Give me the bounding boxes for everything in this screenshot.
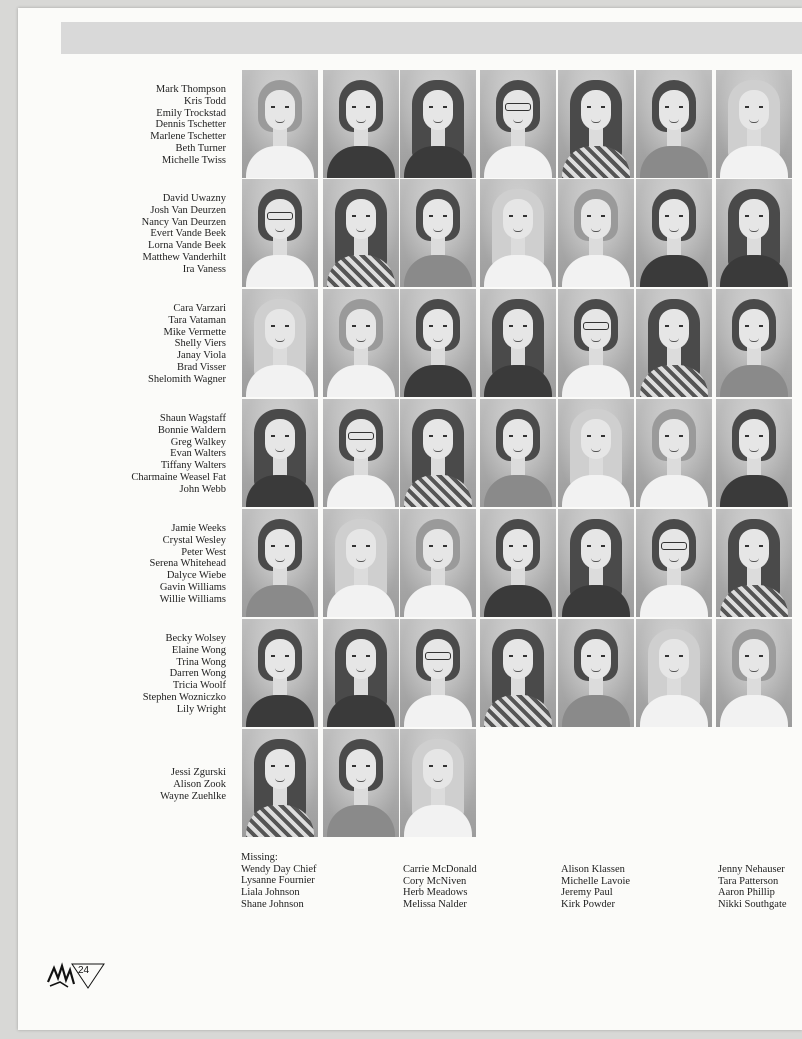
student-portrait bbox=[636, 70, 712, 178]
names-row-6 bbox=[40, 633, 226, 716]
portrait-neck bbox=[747, 457, 761, 477]
portrait-neck bbox=[667, 237, 681, 257]
missing-name: Cory McNiven bbox=[403, 875, 467, 887]
portrait-eyes bbox=[509, 655, 527, 657]
student-name: Lily Wright bbox=[176, 703, 226, 715]
portrait-neck bbox=[589, 457, 603, 477]
portrait-eyes bbox=[271, 106, 289, 108]
portrait-eyes bbox=[271, 435, 289, 437]
portrait-neck bbox=[431, 677, 445, 697]
portrait-eyes bbox=[587, 435, 605, 437]
student-portrait bbox=[242, 179, 318, 287]
portrait-neck bbox=[511, 128, 525, 148]
portrait-neck bbox=[747, 677, 761, 697]
portrait-neck bbox=[511, 347, 525, 367]
student-name: Tara Vataman bbox=[168, 314, 226, 326]
student-portrait bbox=[716, 399, 792, 507]
student-name: Elaine Wong bbox=[171, 644, 226, 656]
portrait-eyes bbox=[429, 435, 447, 437]
student-portrait bbox=[480, 509, 556, 617]
portrait-face bbox=[346, 749, 376, 789]
portrait-face bbox=[503, 199, 533, 239]
student-name: Emily Trockstad bbox=[156, 107, 226, 119]
portrait-face bbox=[581, 90, 611, 130]
portrait-face bbox=[581, 419, 611, 459]
student-name: Becky Wolsey bbox=[165, 633, 226, 644]
portrait-face bbox=[346, 90, 376, 130]
portrait-neck bbox=[667, 128, 681, 148]
portrait-eyes bbox=[509, 215, 527, 217]
portrait-neck bbox=[589, 347, 603, 367]
student-portrait bbox=[558, 399, 634, 507]
portrait-face bbox=[659, 90, 689, 130]
names-row-3 bbox=[40, 303, 226, 386]
student-portrait bbox=[636, 619, 712, 727]
portrait-neck bbox=[431, 457, 445, 477]
student-portrait bbox=[400, 399, 476, 507]
portrait-face bbox=[503, 639, 533, 679]
portrait-neck bbox=[747, 567, 761, 587]
portrait-face bbox=[659, 419, 689, 459]
portrait-eyes bbox=[352, 545, 370, 547]
missing-col-4 bbox=[718, 864, 787, 911]
student-name: Bonnie Waldern bbox=[157, 424, 226, 436]
student-portrait bbox=[400, 179, 476, 287]
portrait-neck bbox=[511, 567, 525, 587]
portrait-eyes bbox=[271, 325, 289, 327]
portrait-face bbox=[265, 309, 295, 349]
portrait-eyes bbox=[509, 325, 527, 327]
missing-name: Nikki Southgate bbox=[718, 899, 787, 911]
portrait-face bbox=[423, 749, 453, 789]
student-portrait bbox=[400, 619, 476, 727]
portrait-face bbox=[346, 309, 376, 349]
portrait-eyes bbox=[429, 325, 447, 327]
portrait-neck bbox=[431, 567, 445, 587]
portrait-face bbox=[503, 419, 533, 459]
portrait-eyes bbox=[352, 765, 370, 767]
portrait-eyes bbox=[509, 435, 527, 437]
student-name: Greg Walkey bbox=[170, 436, 226, 448]
portrait-eyes bbox=[429, 765, 447, 767]
portrait-neck bbox=[589, 677, 603, 697]
student-name: Mike Vermette bbox=[163, 326, 226, 338]
names-row-2 bbox=[40, 193, 226, 276]
student-name: Mark Thompson bbox=[155, 84, 226, 95]
student-name: Dennis Tschetter bbox=[155, 119, 226, 131]
portrait-face bbox=[739, 199, 769, 239]
student-portrait bbox=[323, 509, 399, 617]
portrait-eyes bbox=[745, 325, 763, 327]
portrait-face bbox=[265, 749, 295, 789]
names-row-7 bbox=[40, 767, 226, 802]
portrait-neck bbox=[667, 347, 681, 367]
portrait-neck bbox=[273, 128, 287, 148]
portrait-neck bbox=[747, 128, 761, 148]
student-name: Michelle Twiss bbox=[161, 154, 226, 166]
portrait-neck bbox=[354, 347, 368, 367]
portrait-face bbox=[581, 639, 611, 679]
student-name: Brad Visser bbox=[176, 361, 226, 373]
student-portrait bbox=[323, 289, 399, 397]
student-portrait bbox=[558, 509, 634, 617]
portrait-eyes bbox=[587, 106, 605, 108]
portrait-neck bbox=[511, 457, 525, 477]
student-name: Nancy Van Deurzen bbox=[141, 216, 226, 228]
student-name: Matthew Vanderhilt bbox=[142, 251, 226, 263]
student-portrait bbox=[636, 399, 712, 507]
portrait-neck bbox=[431, 128, 445, 148]
portrait-neck bbox=[354, 787, 368, 807]
portrait-neck bbox=[273, 787, 287, 807]
missing-name: Kirk Powder bbox=[561, 899, 615, 911]
student-name: Shaun Wagstaff bbox=[159, 413, 226, 424]
student-name: Jessi Zgurski bbox=[170, 767, 226, 778]
portrait-eyes bbox=[267, 212, 293, 220]
portrait-eyes bbox=[429, 215, 447, 217]
student-name: Stephen Wozniczko bbox=[142, 691, 226, 703]
missing-name: Aaron Phillip bbox=[718, 887, 775, 899]
missing-name: Wendy Day Chief bbox=[241, 863, 317, 875]
portrait-neck bbox=[589, 128, 603, 148]
student-portrait bbox=[716, 619, 792, 727]
portrait-face bbox=[423, 309, 453, 349]
student-name: Willie Williams bbox=[159, 593, 226, 605]
student-portrait bbox=[400, 289, 476, 397]
student-portrait bbox=[480, 399, 556, 507]
portrait-face bbox=[739, 90, 769, 130]
portrait-eyes bbox=[352, 655, 370, 657]
portrait-eyes bbox=[352, 325, 370, 327]
missing-name: Herb Meadows bbox=[403, 887, 468, 899]
portrait-eyes bbox=[745, 106, 763, 108]
portrait-eyes bbox=[348, 432, 374, 440]
names-row-4 bbox=[40, 413, 226, 496]
portrait-neck bbox=[747, 237, 761, 257]
student-portrait bbox=[242, 70, 318, 178]
portrait-neck bbox=[354, 237, 368, 257]
student-portrait bbox=[480, 619, 556, 727]
student-portrait bbox=[480, 179, 556, 287]
student-name: Cara Varzari bbox=[173, 303, 226, 314]
portrait-eyes bbox=[587, 215, 605, 217]
portrait-face bbox=[503, 529, 533, 569]
portrait-neck bbox=[511, 237, 525, 257]
portrait-neck bbox=[273, 677, 287, 697]
portrait-eyes bbox=[745, 655, 763, 657]
missing-name: Michelle Lavoie bbox=[561, 875, 631, 887]
portrait-face bbox=[346, 639, 376, 679]
missing-name: Jeremy Paul bbox=[561, 887, 613, 899]
portrait-eyes bbox=[745, 215, 763, 217]
portrait-eyes bbox=[745, 435, 763, 437]
missing-name: Shane Johnson bbox=[241, 898, 304, 910]
student-portrait bbox=[636, 509, 712, 617]
portrait-neck bbox=[667, 677, 681, 697]
student-name: Shelomith Wagner bbox=[148, 373, 226, 385]
portrait-face bbox=[265, 639, 295, 679]
portrait-eyes bbox=[665, 325, 683, 327]
student-portrait bbox=[400, 729, 476, 837]
portrait-eyes bbox=[271, 655, 289, 657]
portrait-eyes bbox=[505, 103, 531, 111]
student-name: Trina Wong bbox=[176, 656, 226, 668]
portrait-face bbox=[346, 529, 376, 569]
missing-label: Missing: bbox=[241, 852, 278, 863]
portrait-eyes bbox=[509, 545, 527, 547]
portrait-neck bbox=[431, 237, 445, 257]
student-portrait bbox=[716, 289, 792, 397]
portrait-face bbox=[581, 529, 611, 569]
header-band bbox=[61, 22, 802, 54]
student-name: Peter West bbox=[181, 546, 226, 558]
portrait-face bbox=[423, 199, 453, 239]
student-portrait bbox=[716, 509, 792, 617]
portrait-face bbox=[739, 419, 769, 459]
portrait-eyes bbox=[583, 322, 609, 330]
student-portrait bbox=[716, 70, 792, 178]
portrait-eyes bbox=[661, 542, 687, 550]
student-name: Shelly Viers bbox=[174, 338, 226, 350]
names-row-1 bbox=[40, 84, 226, 167]
student-portrait bbox=[242, 729, 318, 837]
missing-name: Jenny Nehauser bbox=[718, 864, 785, 875]
portrait-eyes bbox=[587, 545, 605, 547]
student-portrait bbox=[323, 619, 399, 727]
page-folio bbox=[44, 960, 106, 990]
student-portrait bbox=[480, 289, 556, 397]
portrait-eyes bbox=[352, 106, 370, 108]
portrait-face bbox=[265, 529, 295, 569]
portrait-face bbox=[423, 90, 453, 130]
missing-name: Tara Patterson bbox=[718, 875, 779, 887]
student-portrait bbox=[323, 70, 399, 178]
missing-col-2 bbox=[403, 864, 477, 911]
portrait-neck bbox=[667, 567, 681, 587]
portrait-face bbox=[739, 639, 769, 679]
names-row-5 bbox=[40, 523, 226, 606]
portrait-eyes bbox=[665, 435, 683, 437]
portrait-face bbox=[581, 199, 611, 239]
student-name: Evan Walters bbox=[170, 448, 226, 460]
student-portrait bbox=[558, 179, 634, 287]
student-name: Dalyce Wiebe bbox=[166, 570, 226, 582]
missing-col-1 bbox=[241, 852, 317, 911]
student-portrait bbox=[323, 399, 399, 507]
portrait-face bbox=[503, 309, 533, 349]
missing-name: Melissa Nalder bbox=[403, 899, 467, 911]
student-name: Crystal Wesley bbox=[162, 534, 226, 546]
portrait-neck bbox=[354, 128, 368, 148]
portrait-eyes bbox=[587, 655, 605, 657]
student-portrait bbox=[400, 70, 476, 178]
student-portrait bbox=[242, 619, 318, 727]
portrait-neck bbox=[747, 347, 761, 367]
student-name: Darren Wong bbox=[169, 668, 226, 680]
student-portrait bbox=[323, 179, 399, 287]
missing-name: Alison Klassen bbox=[561, 864, 625, 875]
student-portrait bbox=[636, 289, 712, 397]
portrait-neck bbox=[273, 347, 287, 367]
folio-logo-icon bbox=[44, 960, 106, 990]
portrait-face bbox=[423, 529, 453, 569]
portrait-eyes bbox=[745, 545, 763, 547]
portrait-eyes bbox=[271, 545, 289, 547]
missing-name: Carrie McDonald bbox=[403, 864, 477, 875]
portrait-eyes bbox=[429, 545, 447, 547]
portrait-face bbox=[346, 199, 376, 239]
portrait-neck bbox=[511, 677, 525, 697]
portrait-neck bbox=[431, 787, 445, 807]
portrait-neck bbox=[273, 237, 287, 257]
portrait-eyes bbox=[665, 655, 683, 657]
student-portrait bbox=[558, 619, 634, 727]
student-name: David Uwazny bbox=[162, 193, 226, 204]
portrait-face bbox=[265, 90, 295, 130]
student-name: Jamie Weeks bbox=[171, 523, 226, 534]
missing-name: Liala Johnson bbox=[241, 887, 300, 899]
student-portrait bbox=[400, 509, 476, 617]
missing-name: Lysanne Fournier bbox=[241, 875, 315, 887]
student-portrait bbox=[242, 509, 318, 617]
missing-col-3 bbox=[561, 864, 630, 911]
student-portrait bbox=[242, 289, 318, 397]
portrait-face bbox=[659, 309, 689, 349]
student-name: Kris Todd bbox=[184, 95, 226, 107]
student-name: Marlene Tschetter bbox=[150, 131, 226, 143]
student-name: John Webb bbox=[179, 483, 226, 495]
student-name: Gavin Williams bbox=[159, 581, 226, 593]
student-name: Charmaine Weasel Fat bbox=[131, 471, 226, 483]
portrait-face bbox=[739, 529, 769, 569]
student-portrait bbox=[242, 399, 318, 507]
student-portrait bbox=[716, 179, 792, 287]
portrait-neck bbox=[589, 567, 603, 587]
student-name: Beth Turner bbox=[175, 142, 226, 154]
portrait-eyes bbox=[425, 652, 451, 660]
portrait-eyes bbox=[665, 106, 683, 108]
portrait-neck bbox=[273, 457, 287, 477]
portrait-neck bbox=[354, 457, 368, 477]
portrait-eyes bbox=[429, 106, 447, 108]
student-name: Ira Vaness bbox=[182, 263, 226, 275]
student-name: Janay Viola bbox=[176, 350, 226, 362]
portrait-eyes bbox=[352, 215, 370, 217]
portrait-neck bbox=[354, 677, 368, 697]
student-name: Tricia Woolf bbox=[172, 680, 226, 692]
student-portrait bbox=[636, 179, 712, 287]
portrait-neck bbox=[431, 347, 445, 367]
portrait-face bbox=[659, 199, 689, 239]
student-name: Josh Van Deurzen bbox=[150, 204, 226, 216]
portrait-neck bbox=[354, 567, 368, 587]
student-name: Wayne Zuehlke bbox=[160, 790, 226, 802]
portrait-eyes bbox=[665, 215, 683, 217]
portrait-face bbox=[265, 419, 295, 459]
portrait-neck bbox=[667, 457, 681, 477]
student-portrait bbox=[558, 70, 634, 178]
student-name: Serena Whitehead bbox=[149, 558, 226, 570]
student-portrait bbox=[323, 729, 399, 837]
student-name: Lorna Vande Beek bbox=[148, 240, 226, 252]
portrait-face bbox=[739, 309, 769, 349]
student-name: Evert Vande Beek bbox=[150, 228, 226, 240]
student-name: Tiffany Walters bbox=[160, 460, 226, 472]
portrait-face bbox=[659, 639, 689, 679]
portrait-face bbox=[423, 419, 453, 459]
student-name: Alison Zook bbox=[173, 778, 226, 790]
student-portrait bbox=[558, 289, 634, 397]
portrait-eyes bbox=[271, 765, 289, 767]
page-number: 24 bbox=[78, 965, 90, 976]
portrait-neck bbox=[273, 567, 287, 587]
student-portrait bbox=[480, 70, 556, 178]
portrait-neck bbox=[589, 237, 603, 257]
